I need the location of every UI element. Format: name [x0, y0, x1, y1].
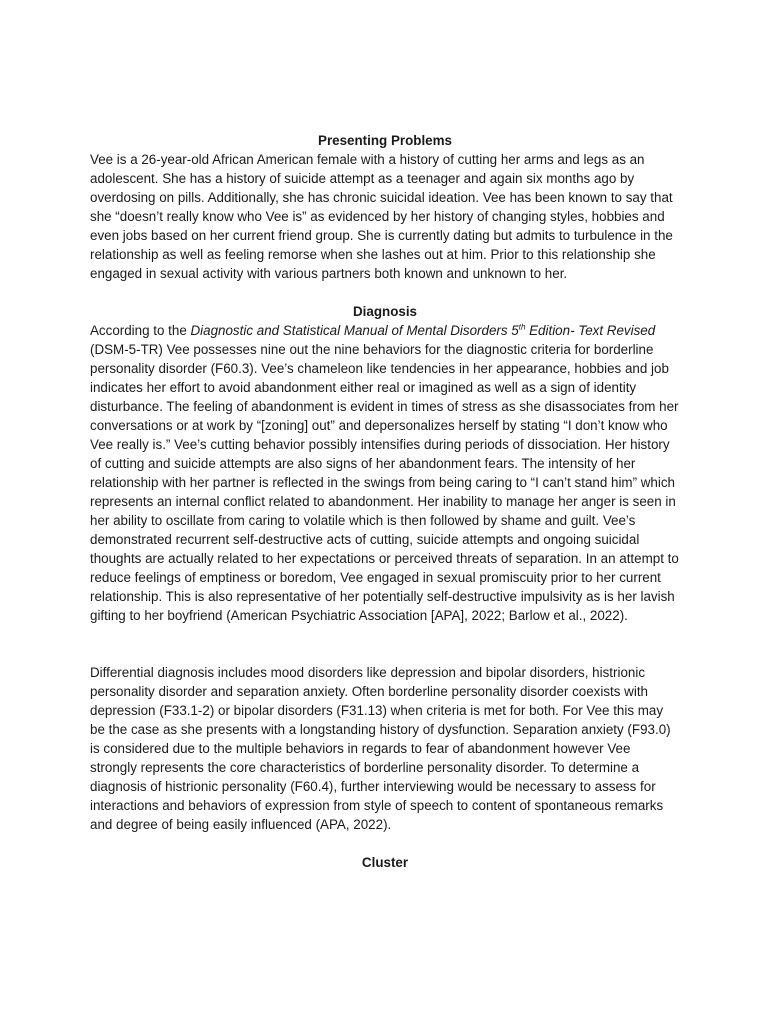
section-spacer — [90, 834, 680, 853]
diagnosis-heading: Diagnosis — [353, 304, 417, 319]
section-spacer — [90, 283, 680, 302]
manual-title-superscript: th — [518, 322, 526, 332]
manual-title — [191, 323, 656, 338]
presenting-problems-heading: Presenting Problems — [318, 133, 452, 148]
diagnosis-intro: According to the — [90, 323, 191, 338]
manual-title-end: Edition- Text Revised — [525, 323, 656, 338]
diagnosis-body: (DSM-5-TR) Vee possesses nine out the nine behaviors for the diagnostic criteria for borderline personality disorder (F60.3). Vee’s chameleon like tendencies in her appearance, hobbies and job indicates her effort to avoid abandonment either real or imagined as well as a sign of identity disturbance. The feeling of abandonment is evident in times of stress as she disassociates from her conversations or at work by “[zoning] out” and depersonalizes herself by stating “I don’t know who Vee really is.” Vee’s cutting behavior possibly intensifies during periods of dissociation. Her history of cutting and suicide attempts are also signs of her abandonment fears. The intensity of her relationship with her partner is reflected in the swings from being caring to “I can’t stand him” which represents an internal conflict related to abandonment. Her inability to manage her anger is seen in her ability to oscillate from caring to volatile which is then followed by shame and guilt. Vee’s demonstrated recurrent self-destructive acts of cutting, suicide attempts and ongoing suicidal thoughts are actually related to her expectations or perceived threats of separation. In an attempt to reduce feelings of emptiness or boredom, Vee engaged in sexual promiscuity prior to her current relationship. This is also representative of her potentially self-destructive impulsivity as is her lavish gifting to her boyfriend (American Psychiatric Association [APA], 2022; Barlow et al., 2022). — [90, 342, 679, 623]
section-spacer — [90, 625, 680, 663]
manual-title-text: Diagnostic and Statistical Manual of Mental Disorders 5 — [190, 323, 519, 338]
cluster-heading: Cluster — [361, 855, 409, 870]
diagnosis-paragraph — [90, 321, 680, 625]
document-page — [90, 131, 680, 872]
presenting-problems-paragraph: Vee is a 26-year-old African American female with a history of cutting her arms and legs as an adolescent. She has a history of suicide attempt as a teenager and again six months ago by overdosing on pills. Additionally, she has chronic suicidal ideation. Vee has been known to say that she “doesn’t really know who Vee is” as evidenced by her history of changing styles, hobbies and even jobs based on her current friend group. She is currently dating but admits to turbulence in the relationship as well as feeling remorse when she lashes out at him. Prior to this relationship she engaged in sexual activity with various partners both known and unknown to her. — [90, 152, 673, 281]
differential-diagnosis-paragraph: Differential diagnosis includes mood disorders like depression and bipolar disorders, histrionic personality disorder and separation anxiety. Often borderline personality disorder coexists with depression (F33.1-2) or bipolar disorders (F31.13) when criteria is met for both. For Vee this may be the case as she presents with a longstanding history of dysfunction. Separation anxiety (F93.0) is considered due to the multiple behaviors in regards to fear of abandonment however Vee strongly represents the core characteristics of borderline personality disorder. To determine a diagnosis of histrionic personality (F60.4), further interviewing would be necessary to assess for interactions and behaviors of expression from style of speech to content of spontaneous remarks and degree of being easily influenced (APA, 2022). — [90, 665, 671, 832]
